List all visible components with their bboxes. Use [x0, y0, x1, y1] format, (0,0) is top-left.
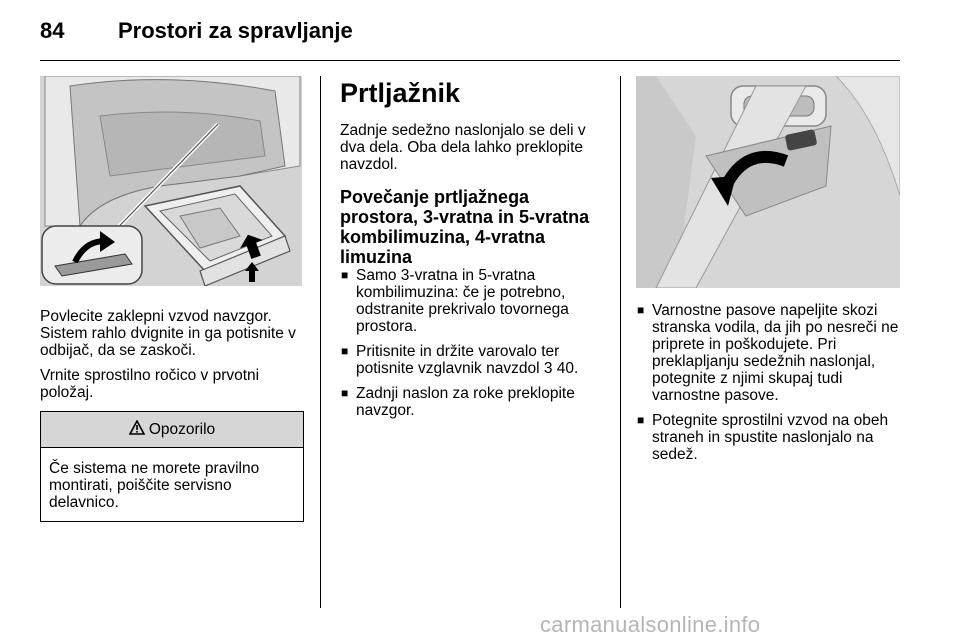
watermark-text: carmanualsonline.info — [540, 612, 761, 637]
list-item: ■ Varnostne pasove napeljite skozi stranska vodila, da jih po nesreči ne priprete in poškodujete. Pri preklapljanju sedežnih naslonjal, potegnite z njimi skupaj tudi varnostne pasove. — [637, 302, 899, 404]
subsection-heading: Povečanje prtljažnega prostora, 3-vratna in 5-vratna kombilimuzina, 4-vratna limuzina — [340, 187, 590, 267]
column-divider-1 — [320, 76, 321, 608]
column-divider-2 — [620, 76, 621, 608]
column-left — [40, 76, 304, 522]
list-item: ■ Potegnite sprostilni vzvod na obeh straneh in spustite naslonjalo na sedež. — [637, 412, 889, 463]
header-rule — [40, 60, 900, 61]
page-number: 84 — [40, 18, 65, 43]
warning-title: Opozorilo — [148, 421, 216, 438]
seatbelt-guide-illustration — [636, 76, 900, 288]
list-item: ■ Pritisnite in držite varovalo ter potisnite vzglavnik navzdol 3 40. — [341, 343, 579, 377]
instruction-para-1: Povlecite zaklepni vzvod navzgor. Sistem rahlo dvignite in ga potisnite v odbijač, da se zaskoči. — [40, 308, 296, 359]
bullet-icon: ■ — [637, 413, 645, 427]
bullet-icon: ■ — [341, 268, 349, 282]
column-middle — [340, 76, 608, 427]
bullet-icon: ■ — [637, 303, 645, 317]
list-item: ■ Samo 3-vratna in 5-vratna kombilimuzina: če je potrebno, odstranite prekrivalo tovornega prostora. — [341, 267, 569, 335]
section-intro: Zadnje sedežno naslonjalo se deli v dva dela. Oba dela lahko preklopite navzdol. — [340, 122, 586, 173]
instruction-para-2: Vrnite sprostilno ročico v prvotni položaj. — [40, 367, 260, 401]
warning-box — [40, 411, 304, 522]
trunk-illustration-svg — [40, 76, 302, 286]
seatbelt-instruction-list — [636, 302, 902, 463]
warning-triangle-icon — [129, 420, 145, 439]
bullet-icon: ■ — [341, 386, 349, 400]
instruction-list — [340, 267, 608, 419]
seatbelt-illustration-svg — [636, 76, 900, 288]
section-title: Prtljažnik — [340, 78, 461, 108]
page-header — [40, 16, 900, 56]
warning-header — [41, 412, 303, 448]
page-title: Prostori za spravljanje — [118, 18, 353, 43]
column-right — [636, 76, 902, 471]
bullet-icon: ■ — [341, 344, 349, 358]
trunk-floor-lock-illustration — [40, 76, 302, 286]
warning-body: Če sistema ne morete pravilno montirati, poiščite servisno delavnico. — [49, 460, 260, 511]
list-item: ■ Zadnji naslon za roke preklopite navzgor. — [341, 385, 575, 419]
